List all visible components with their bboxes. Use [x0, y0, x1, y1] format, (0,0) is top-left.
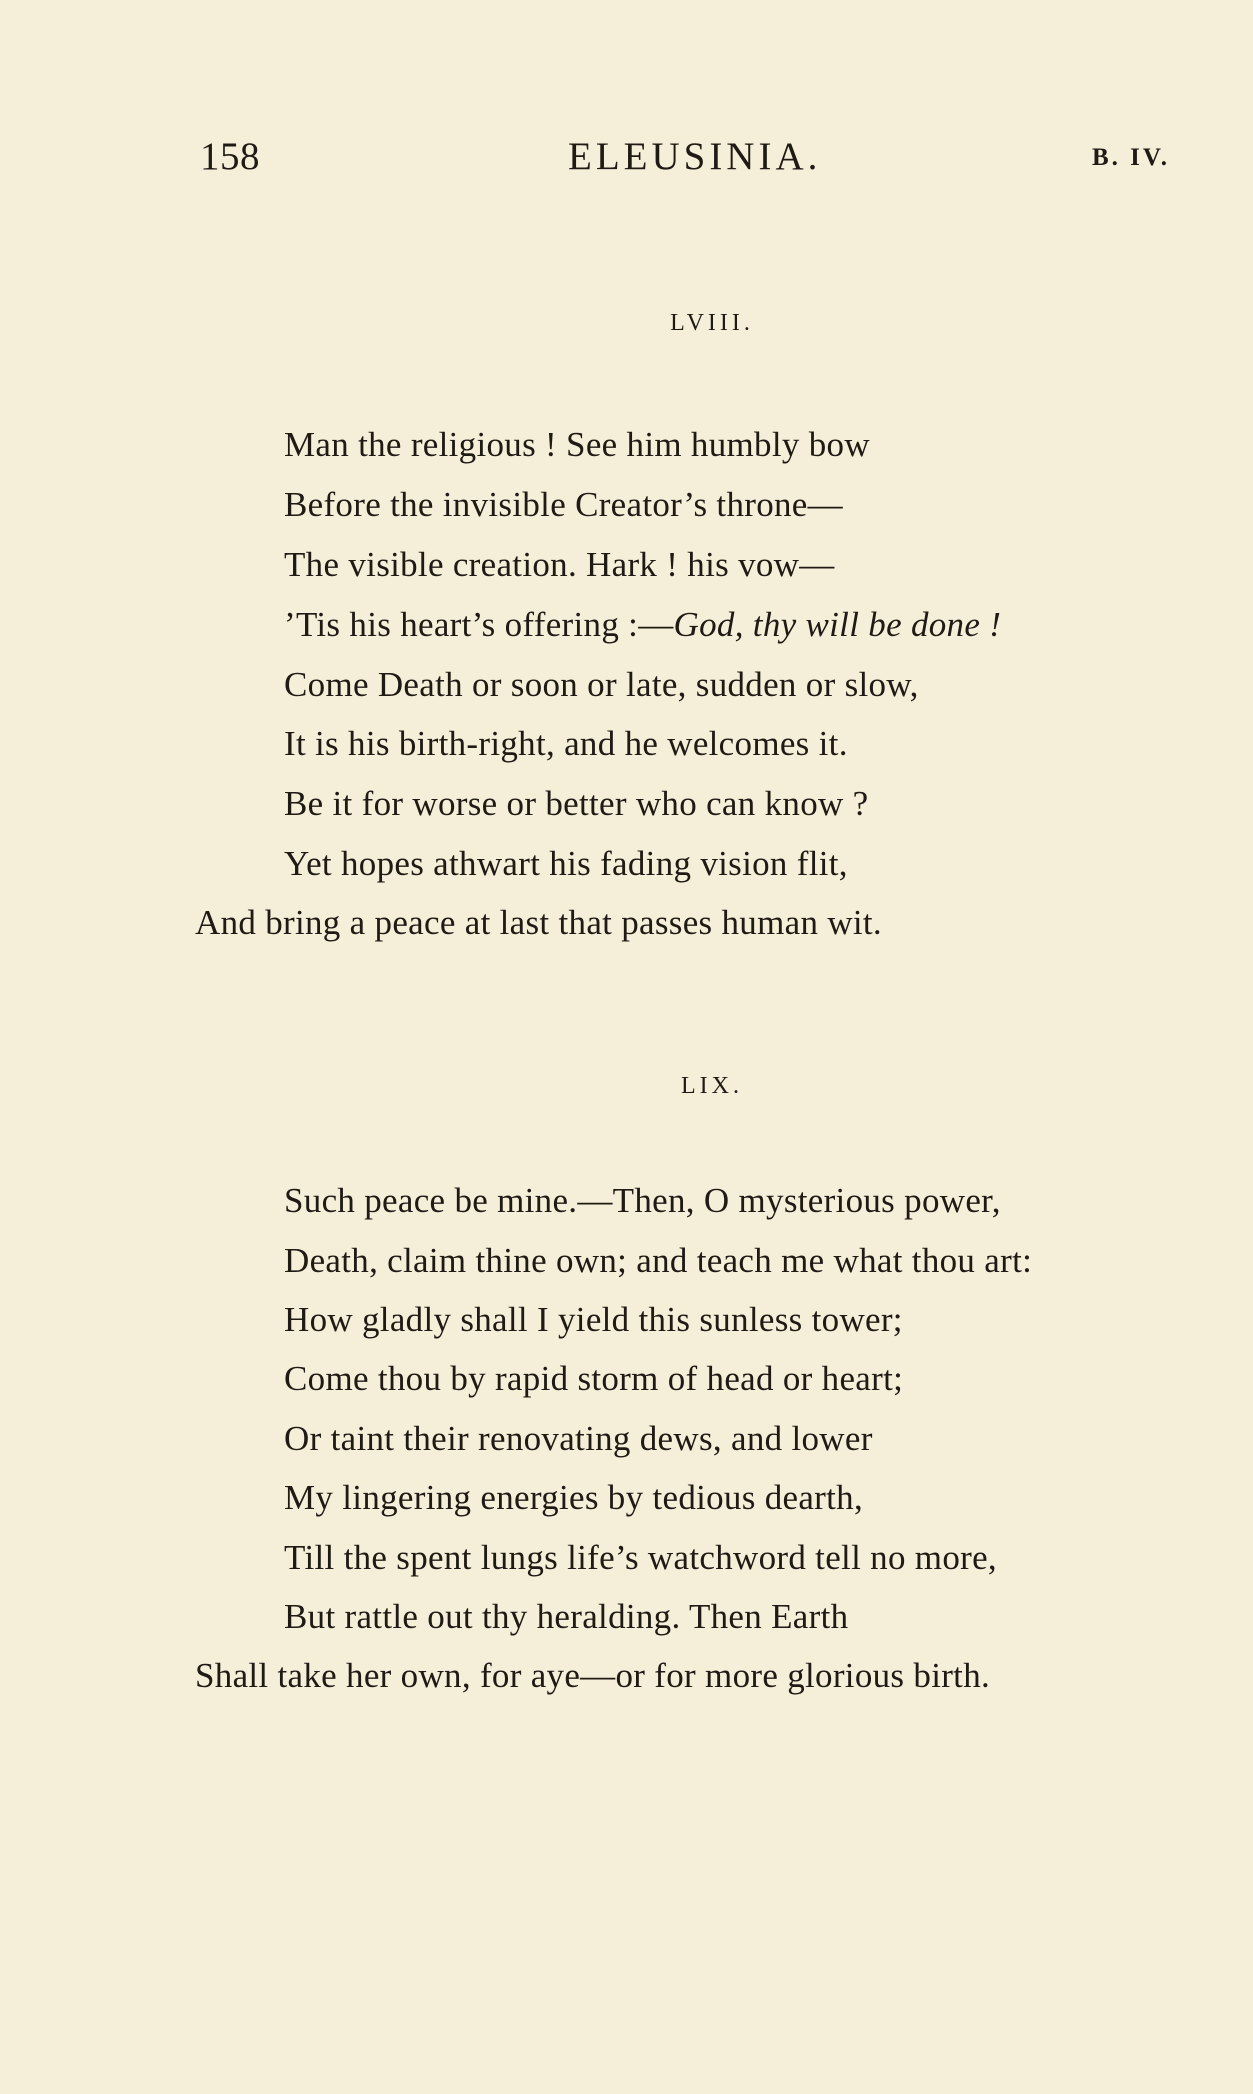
poem-line: The visible creation. Hark ! his vow—	[284, 545, 835, 584]
poem-line: My lingering energies by tedious dearth,	[284, 1478, 864, 1517]
poem-line: Till the spent lungs life’s watchword tell no more,	[284, 1538, 997, 1577]
poem-line: It is his birth-right, and he welcomes it.	[284, 724, 848, 763]
page-number: 158	[200, 135, 260, 178]
poem-line: And bring a peace at last that passes human wit.	[195, 903, 882, 942]
poem-line: Be it for worse or better who can know ?	[284, 784, 869, 823]
poem-line: Before the invisible Creator’s throne—	[284, 485, 843, 524]
stanza-number: LVIII.	[670, 310, 754, 336]
poem-line: Such peace be mine.—Then, O mysterious power,	[284, 1181, 1001, 1220]
poem-line: But rattle out thy heralding. Then Earth	[284, 1597, 849, 1636]
poem-line: Death, claim thine own; and teach me what thou art:	[284, 1241, 1033, 1280]
poem-line: Or taint their renovating dews, and lower	[284, 1419, 873, 1458]
running-title: ELEUSINIA.	[568, 135, 822, 178]
book-reference: B. IV.	[1092, 144, 1170, 171]
poem-line: Come Death or soon or late, sudden or slow,	[284, 665, 919, 704]
poem-line: Yet hopes athwart his fading vision flit,	[284, 844, 848, 883]
poem-line: Man the religious ! See him humbly bow	[284, 425, 870, 464]
poem-line-text: ’Tis his heart’s offering :—	[284, 605, 674, 644]
poem-line	[284, 605, 1001, 645]
page-header	[0, 134, 1253, 184]
stanza-number: LIX.	[681, 1073, 743, 1099]
poem-line: Come thou by rapid storm of head or heart;	[284, 1359, 904, 1398]
poem-line: Shall take her own, for aye—or for more glorious birth.	[195, 1656, 991, 1695]
poem-line: How gladly shall I yield this sunless tower;	[284, 1300, 903, 1339]
poem-line-italic-text: God, thy will be done !	[673, 605, 1002, 644]
